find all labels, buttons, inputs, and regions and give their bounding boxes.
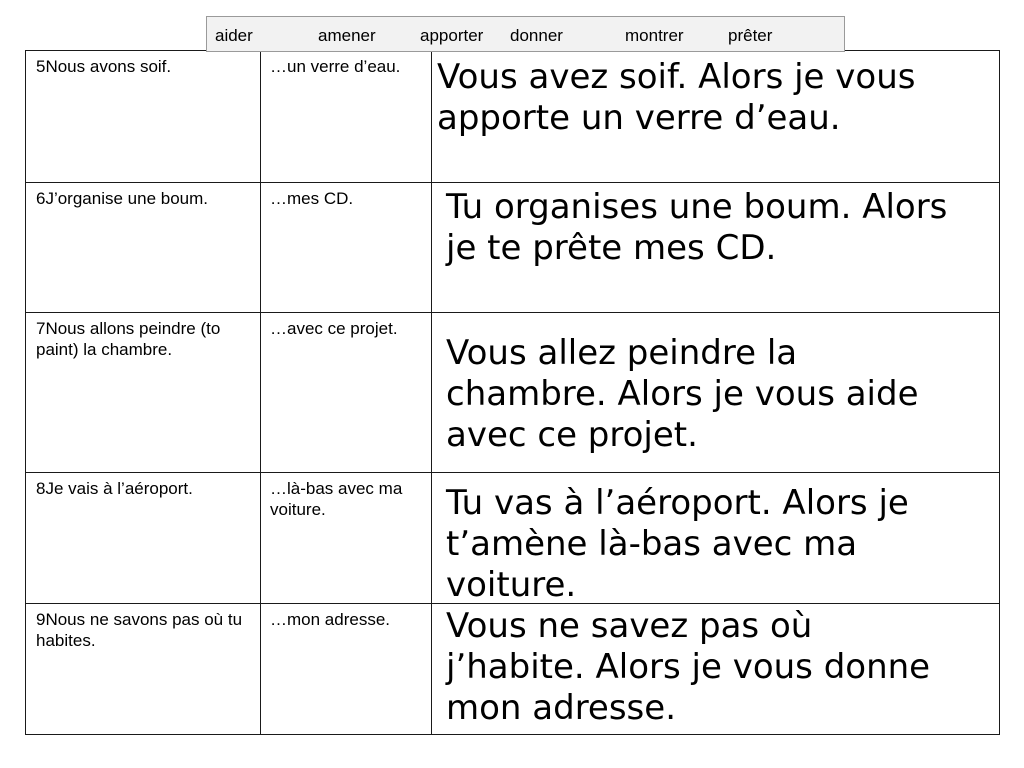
answer-line: Vous ne savez pas où [446,606,813,646]
answer-cell [432,473,1000,604]
word-bank-item: amener [318,26,376,45]
answer-cell [432,313,1000,473]
answer-line: Tu organises une boum. Alors [446,187,948,227]
word-bank-item: aider [215,26,253,45]
answer-line: chambre. Alors je vous aide [446,374,919,414]
table-row [26,313,1000,473]
word-bank-item: apporter [420,26,484,45]
prompt-cell: 5Nous avons soif. [26,51,261,183]
answer-cell [432,51,1000,183]
word-bank-item: prêter [728,26,773,45]
prompt-cell: 7Nous allons peindre (to paint) la chambre. [26,313,261,473]
table-row [26,51,1000,183]
answer-cell [432,183,1000,313]
answer-line: Vous avez soif. Alors je vous [437,57,916,97]
answer-line: voiture. [446,565,577,605]
table-row [26,183,1000,313]
answer-line: t’amène là-bas avec ma [446,524,858,564]
table-row [26,604,1000,735]
word-bank [206,16,845,52]
prompt-cell: 8Je vais à l’aéroport. [26,473,261,604]
prompt-cell: 9Nous ne savons pas où tu habites. [26,604,261,735]
table-row [26,473,1000,604]
answer-line: avec ce projet. [446,415,698,455]
exercise-table [25,50,1000,735]
answer-line: apporte un verre d’eau. [437,98,841,138]
answer-cell [432,604,1000,735]
prompt-cell: 6J’organise une boum. [26,183,261,313]
answer-line: j’habite. Alors je vous donne [446,647,931,687]
answer-line: mon adresse. [446,688,676,728]
word-bank-item: donner [510,26,563,45]
answer-line: Vous allez peindre la [446,333,798,373]
answer-line: je te prête mes CD. [446,228,777,268]
hint-cell: …mon adresse. [261,604,432,735]
hint-cell: …un verre d’eau. [261,51,432,183]
hint-cell: …avec ce projet. [261,313,432,473]
word-bank-item: montrer [625,26,684,45]
hint-cell: …mes CD. [261,183,432,313]
hint-cell: …là-bas avec ma voiture. [261,473,432,604]
answer-line: Tu vas à l’aéroport. Alors je [446,483,909,523]
